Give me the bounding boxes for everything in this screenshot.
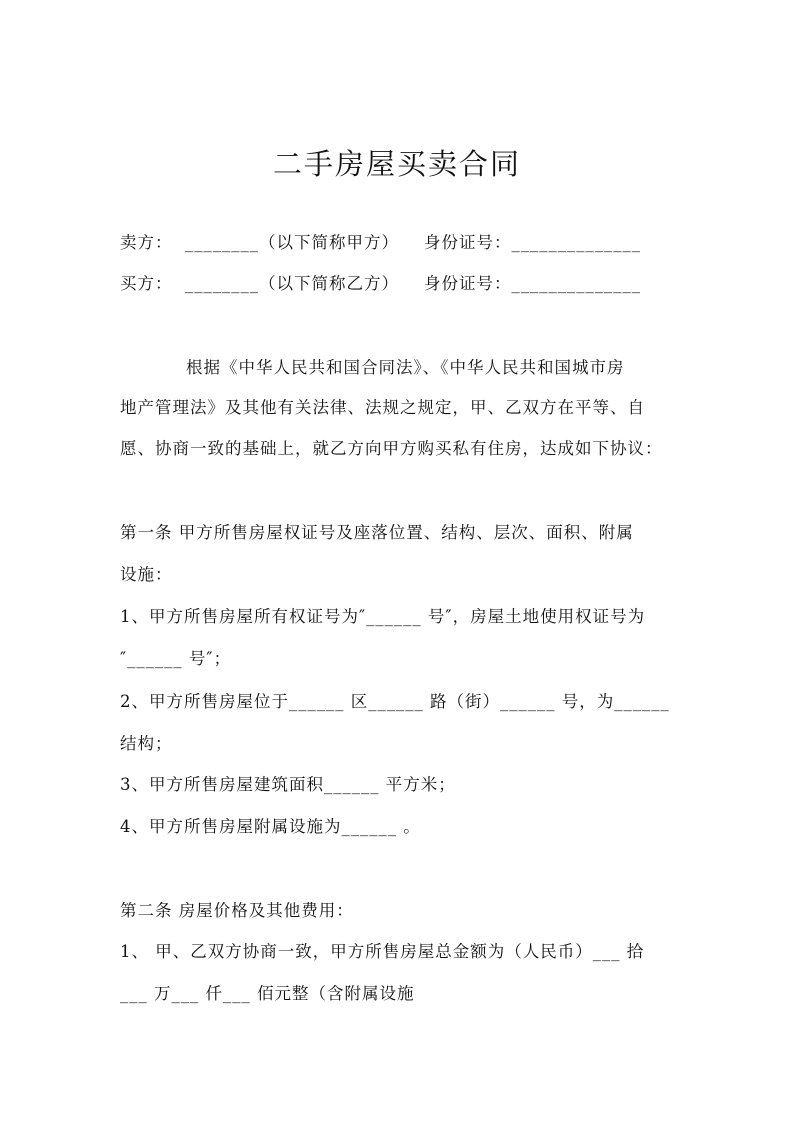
article1-item: 4、甲方所售房屋附属设施为______ 。 [120, 817, 421, 836]
article1-item: 1、甲方所售房屋所有权证号为″______ 号″，房屋土地使用权证号为 [120, 607, 646, 626]
preamble-line: 根据《中华人民共和国合同法》、《中华人民共和国城市房 [186, 358, 625, 377]
document-title: 二手房屋买卖合同 [272, 147, 521, 181]
article1-heading: 设施： [120, 565, 173, 584]
article2-item: ___ 万___ 仟___ 佰元整（含附属设施 [120, 984, 415, 1003]
article2-item: 1、 甲、乙双方协商一致，甲方所售房屋总金额为（人民币）___ 拾 [120, 942, 645, 961]
preamble-line: 愿、协商一致的基础上，就乙方向甲方购买私有住房，达成如下协议： [120, 439, 663, 458]
preamble-line: 地产管理法》及其他有关法律、法规之规定，甲、乙双方在平等、自 [120, 398, 645, 417]
buyer-line: 买方： ________（以下简称乙方） 身份证号：______________ [120, 274, 641, 293]
article1-heading: 第一条 甲方所售房屋权证号及座落位置、结构、层次、面积、附属 [120, 523, 634, 542]
article1-item: 2、甲方所售房屋位于______ 区______ 路（街）______ 号，为______ [120, 692, 670, 711]
article2-heading: 第二条 房屋价格及其他费用： [120, 901, 354, 920]
article1-item: 3、甲方所售房屋建筑面积______ 平方米； [120, 775, 456, 794]
seller-line: 卖方： ________（以下简称甲方） 身份证号：______________ [120, 233, 641, 252]
article1-item: 结构； [120, 734, 173, 753]
article1-item: ″______ 号″； [120, 649, 232, 668]
